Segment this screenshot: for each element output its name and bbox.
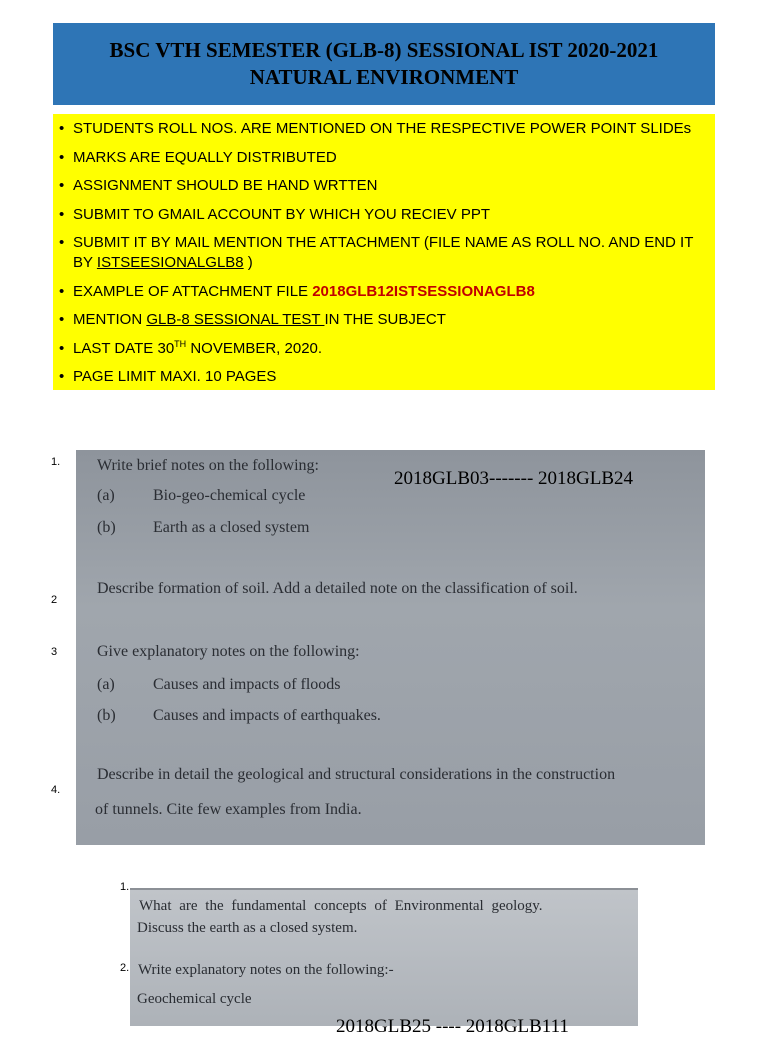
instruction-item: • EXAMPLE OF ATTACHMENT FILE 2018GLB12ISTSESSIONAGLB8 bbox=[59, 282, 535, 300]
title-line-2: NATURAL ENVIRONMENT bbox=[249, 65, 519, 89]
question-text: Causes and impacts of floods bbox=[153, 676, 341, 693]
instruction-item: • SUBMIT IT BY MAIL MENTION THE ATTACHMENT (FILE NAME AS ROLL NO. AND END IT BY ISTSEESIONALGLB8 ) bbox=[59, 234, 694, 271]
title-line-1: BSC VTH SEMESTER (GLB-8) SESSIONAL IST 2020-2021 bbox=[109, 38, 659, 62]
bullet-icon: • bbox=[59, 311, 65, 328]
question-text: Causes and impacts of earthquakes. bbox=[153, 707, 381, 724]
bullet-icon: • bbox=[59, 339, 65, 357]
question-text: of tunnels. Cite few examples from India. bbox=[95, 801, 362, 818]
question-number: 3 bbox=[51, 646, 58, 658]
question-number: 1. bbox=[120, 881, 130, 893]
option-label: (b) bbox=[97, 707, 116, 724]
question-text: Describe in detail the geological and structural considerations in the construction bbox=[97, 766, 616, 783]
question-text: Write explanatory notes on the following:- bbox=[138, 962, 394, 978]
roll-range: 2018GLB03------- 2018GLB24 bbox=[394, 468, 634, 489]
bullet-icon: • bbox=[59, 205, 65, 223]
question-text: Bio-geo-chemical cycle bbox=[153, 487, 306, 504]
title-banner bbox=[53, 23, 715, 105]
bullet-icon: • bbox=[59, 148, 65, 166]
bullet-icon: • bbox=[59, 177, 65, 194]
question-text: What are the fundamental concepts of Environmental geology. bbox=[139, 898, 543, 914]
question-text: Geochemical cycle bbox=[137, 991, 252, 1007]
option-label: (b) bbox=[97, 519, 116, 536]
option-label: (a) bbox=[97, 487, 115, 504]
instructions-list bbox=[59, 119, 707, 387]
example-filename: 2018GLB12ISTSESSIONAGLB8 bbox=[312, 282, 535, 300]
option-label: (a) bbox=[97, 676, 115, 693]
instruction-item: • LAST DATE 30TH NOVEMBER, 2020. bbox=[59, 338, 323, 357]
question-photo-set-2 bbox=[130, 888, 638, 1037]
bullet-icon: • bbox=[59, 282, 65, 300]
instruction-item: • SUBMIT TO GMAIL ACCOUNT BY WHICH YOU RECIEV PPT bbox=[59, 205, 491, 223]
instruction-item: • STUDENTS ROLL NOS. ARE MENTIONED ON THE RESPECTIVE POWER POINT SLIDEs bbox=[59, 120, 692, 137]
question-text: Describe formation of soil. Add a detailed note on the classification of soil. bbox=[97, 580, 578, 597]
instruction-item: • PAGE LIMIT MAXI. 10 PAGES bbox=[59, 368, 277, 385]
bullet-icon: • bbox=[59, 234, 65, 251]
instruction-item: • ASSIGNMENT SHOULD BE HAND WRTTEN bbox=[59, 177, 378, 194]
question-number: 4. bbox=[51, 784, 61, 796]
filename-suffix: ISTSEESIONALGLB8 bbox=[96, 254, 244, 271]
bullet-icon: • bbox=[59, 368, 65, 385]
question-number: 2. bbox=[120, 962, 130, 974]
instructions-panel bbox=[53, 114, 715, 390]
roll-range: 2018GLB25 ---- 2018GLB111 bbox=[336, 1016, 569, 1037]
subject-text: GLB-8 SESSIONAL TEST bbox=[146, 311, 325, 328]
question-number: 2 bbox=[51, 594, 58, 606]
question-text: Discuss the earth as a closed system. bbox=[137, 920, 358, 936]
question-number: 1. bbox=[51, 456, 61, 468]
question-photo-set-1 bbox=[76, 450, 705, 845]
bullet-icon: • bbox=[59, 120, 65, 137]
instruction-item: • MENTION GLB-8 SESSIONAL TEST IN THE SUBJECT bbox=[59, 311, 446, 328]
instruction-item: • MARKS ARE EQUALLY DISTRIBUTED bbox=[59, 148, 337, 166]
question-text: Write brief notes on the following: bbox=[97, 457, 319, 474]
question-text: Give explanatory notes on the following: bbox=[97, 643, 360, 660]
question-text: Earth as a closed system bbox=[153, 519, 310, 536]
